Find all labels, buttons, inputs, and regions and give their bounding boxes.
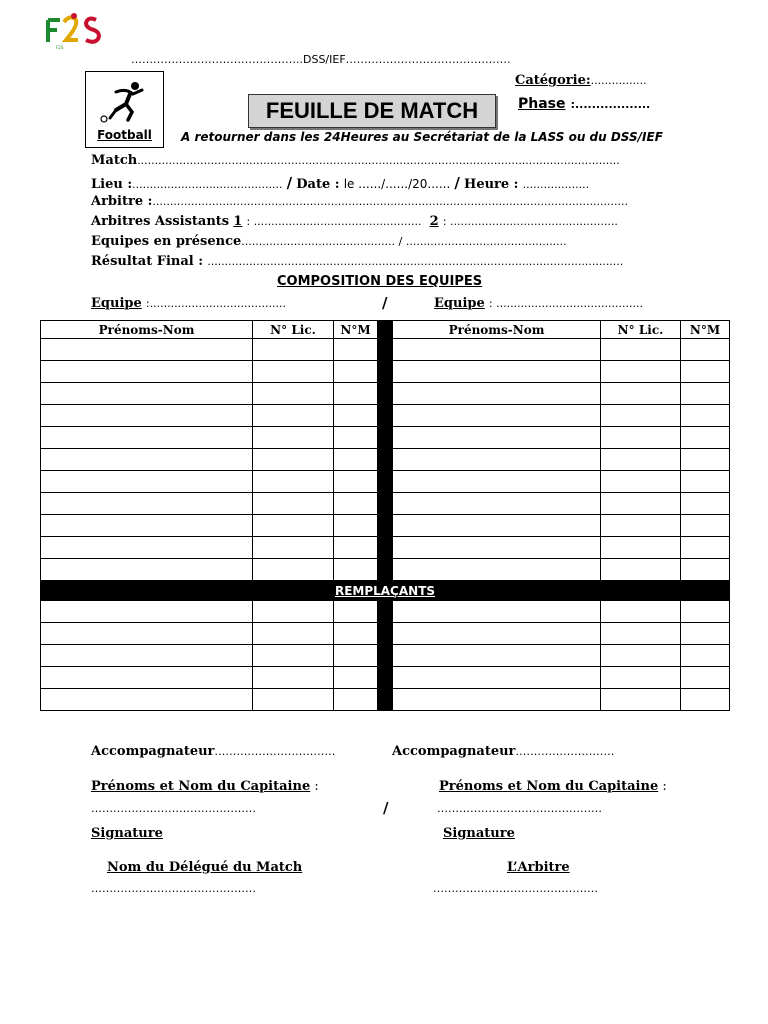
assistants-label: Arbitres Assistants [91, 214, 230, 229]
name-left-cell[interactable] [41, 667, 253, 689]
maillot-right-cell[interactable] [681, 623, 730, 645]
maillot-right-cell[interactable] [681, 383, 730, 405]
licence-left-cell[interactable] [253, 645, 334, 667]
substitute-row [41, 623, 730, 645]
name-left-cell[interactable] [41, 427, 253, 449]
maillot-right-cell[interactable] [681, 667, 730, 689]
maillot-left-cell[interactable] [334, 623, 378, 645]
separator-cell [378, 559, 393, 581]
licence-right-cell[interactable] [601, 559, 681, 581]
col-header-name-left: Prénoms-Nom [41, 321, 253, 339]
heure-separator: / [454, 174, 460, 192]
licence-right-cell[interactable] [601, 601, 681, 623]
date-label: Date : [296, 177, 340, 192]
equipe-left-dots: :....................................... [145, 297, 286, 310]
maillot-left-cell[interactable] [334, 601, 378, 623]
col-header-licence-left: N° Lic. [253, 321, 334, 339]
delegue-dots[interactable]: ……………………………………… [91, 882, 256, 895]
resultat-label: Résultat Final : [91, 254, 204, 269]
maillot-left-cell[interactable] [334, 361, 378, 383]
col-header-maillot-left: N°M [334, 321, 378, 339]
maillot-right-cell[interactable] [681, 689, 730, 711]
name-left-cell[interactable] [41, 601, 253, 623]
capitaine-separator: / [383, 799, 389, 817]
maillot-right-cell[interactable] [681, 405, 730, 427]
federation-logo [44, 10, 106, 50]
licence-left-cell[interactable] [253, 493, 334, 515]
name-left-cell[interactable] [41, 515, 253, 537]
maillot-right-cell[interactable] [681, 339, 730, 361]
name-left-cell[interactable] [41, 493, 253, 515]
licence-right-cell[interactable] [601, 383, 681, 405]
licence-right-cell[interactable] [601, 361, 681, 383]
separator-cell [378, 689, 393, 711]
name-left-cell[interactable] [41, 689, 253, 711]
name-left-cell[interactable] [41, 339, 253, 361]
name-right-cell[interactable] [393, 449, 601, 471]
licence-left-cell[interactable] [253, 689, 334, 711]
arbitre-label: Arbitre : [91, 194, 153, 209]
match-label: Match [91, 153, 138, 168]
phase-value: :.................. [570, 98, 651, 111]
assistant-2-number: 2 [429, 214, 439, 229]
licence-right-cell[interactable] [601, 689, 681, 711]
name-right-cell[interactable] [393, 515, 601, 537]
maillot-left-cell[interactable] [334, 667, 378, 689]
maillot-left-cell[interactable] [334, 537, 378, 559]
separator-cell [378, 405, 393, 427]
equipe-right-label: Equipe [434, 296, 485, 311]
licence-left-cell[interactable] [253, 339, 334, 361]
col-header-licence-right: N° Lic. [601, 321, 681, 339]
starter-row [41, 383, 730, 405]
name-right-cell[interactable] [393, 405, 601, 427]
dss-ief-line: ………………………………………..DSS/IEF……………………………………… [131, 53, 511, 66]
separator-cell [378, 493, 393, 515]
separator-cell [378, 667, 393, 689]
name-right-cell[interactable] [393, 559, 601, 581]
name-left-cell[interactable] [41, 537, 253, 559]
licence-right-cell[interactable] [601, 645, 681, 667]
signature-left-label[interactable]: Signature [91, 826, 163, 841]
separator-cell [378, 383, 393, 405]
maillot-left-cell[interactable] [334, 449, 378, 471]
equipe-left-field[interactable] [91, 296, 286, 311]
name-right-cell[interactable] [393, 493, 601, 515]
col-header-maillot-right: N°M [681, 321, 730, 339]
maillot-right-cell[interactable] [681, 449, 730, 471]
capitaine-left-colon: : [314, 779, 319, 794]
substitute-row [41, 667, 730, 689]
name-right-cell[interactable] [393, 427, 601, 449]
maillot-right-cell[interactable] [681, 645, 730, 667]
starter-row [41, 537, 730, 559]
name-left-cell[interactable] [41, 623, 253, 645]
maillot-right-cell[interactable] [681, 601, 730, 623]
accompagnateur-right-label: Accompagnateur [392, 744, 516, 759]
licence-right-cell[interactable] [601, 623, 681, 645]
football-player-icon [86, 72, 162, 128]
date-value: le ....../....../20...... [343, 177, 451, 191]
equipes-presence-field[interactable] [91, 234, 567, 249]
name-right-cell[interactable] [393, 623, 601, 645]
capitaine-left-label-row [91, 779, 319, 794]
licence-left-cell[interactable] [253, 427, 334, 449]
name-left-cell[interactable] [41, 405, 253, 427]
name-left-cell[interactable] [41, 361, 253, 383]
capitaine-left-dots[interactable]: ……………………………………… [91, 802, 256, 815]
separator-cell [378, 339, 393, 361]
arbitres-assistants-row[interactable] [91, 214, 618, 229]
substitute-row [41, 601, 730, 623]
equipe-separator: / [382, 294, 388, 312]
licence-right-cell[interactable] [601, 339, 681, 361]
categorie-value: ................ [590, 74, 647, 87]
name-right-cell[interactable] [393, 361, 601, 383]
licence-right-cell[interactable] [601, 405, 681, 427]
team-composition-table [40, 320, 730, 711]
licence-left-cell[interactable] [253, 515, 334, 537]
separator-cell [378, 361, 393, 383]
page-title: FEUILLE DE MATCH [248, 94, 496, 128]
licence-left-cell[interactable] [253, 559, 334, 581]
assistant-1-number: 1 [233, 214, 243, 229]
accompagnateur-right-field[interactable] [392, 744, 614, 759]
licence-right-cell[interactable] [601, 427, 681, 449]
maillot-left-cell[interactable] [334, 515, 378, 537]
capitaine-right-label: Prénoms et Nom du Capitaine [439, 779, 659, 794]
equipes-label: Equipes en présence [91, 234, 242, 249]
remplacants-row [41, 581, 730, 601]
starter-row [41, 427, 730, 449]
arbitre-dots: ........................................................................................................................................ [152, 195, 628, 208]
starter-row [41, 515, 730, 537]
starter-row [41, 361, 730, 383]
starter-row [41, 449, 730, 471]
separator-cell [378, 471, 393, 493]
accompagnateur-left-label: Accompagnateur [91, 744, 215, 759]
capitaine-right-label-row [439, 779, 667, 794]
maillot-right-cell[interactable] [681, 471, 730, 493]
instruction-text: A retourner dans les 24Heures au Secrétariat de la LASS ou du DSS/IEF [181, 130, 663, 144]
licence-left-cell[interactable] [253, 361, 334, 383]
capitaine-right-colon: : [662, 779, 667, 794]
match-field[interactable] [91, 153, 620, 168]
maillot-left-cell[interactable] [334, 427, 378, 449]
capitaine-left-label: Prénoms et Nom du Capitaine [91, 779, 311, 794]
maillot-right-cell[interactable] [681, 559, 730, 581]
categorie-field[interactable] [515, 69, 647, 88]
name-right-cell[interactable] [393, 339, 601, 361]
maillot-right-cell[interactable] [681, 515, 730, 537]
licence-right-cell[interactable] [601, 449, 681, 471]
licence-left-cell[interactable] [253, 471, 334, 493]
accompagnateur-left-dots: …………………………… [214, 745, 336, 758]
licence-left-cell[interactable] [253, 449, 334, 471]
lieu-dots: ........................................... [132, 178, 283, 191]
licence-left-cell[interactable] [253, 667, 334, 689]
starter-row [41, 559, 730, 581]
table-header-row [41, 321, 730, 339]
resultat-field[interactable] [91, 254, 623, 269]
name-right-cell[interactable] [393, 471, 601, 493]
lieu-label: Lieu : [91, 177, 133, 192]
equipe-right-field[interactable] [434, 296, 643, 311]
maillot-left-cell[interactable] [334, 689, 378, 711]
col-header-name-right: Prénoms-Nom [393, 321, 601, 339]
composition-title: COMPOSITION DES EQUIPES [277, 274, 483, 289]
equipe-right-dots: : .......................................... [488, 297, 643, 310]
football-emblem [85, 71, 164, 148]
licence-left-cell[interactable] [253, 601, 334, 623]
column-separator [378, 321, 393, 339]
maillot-left-cell[interactable] [334, 493, 378, 515]
licence-right-cell[interactable] [601, 667, 681, 689]
name-right-cell[interactable] [393, 667, 601, 689]
date-separator: / [286, 174, 293, 192]
separator-cell [378, 515, 393, 537]
phase-label: Phase [518, 96, 566, 112]
maillot-left-cell[interactable] [334, 405, 378, 427]
separator-cell [378, 427, 393, 449]
resultat-dots: ....................................................................................................................... [207, 255, 624, 268]
phase-field[interactable] [518, 93, 650, 112]
football-label: Football [97, 128, 152, 142]
name-right-cell[interactable] [393, 601, 601, 623]
maillot-left-cell[interactable] [334, 645, 378, 667]
separator-cell [378, 623, 393, 645]
starter-row [41, 493, 730, 515]
heure-dots: ................... [522, 178, 590, 191]
maillot-left-cell[interactable] [334, 383, 378, 405]
accompagnateur-right-dots: ……………………… [515, 745, 615, 758]
arbitre-field[interactable] [91, 194, 628, 209]
substitute-row [41, 689, 730, 711]
assistant-1-dots: : ................................................ [246, 215, 422, 228]
starter-row [41, 339, 730, 361]
accompagnateur-left-field[interactable] [91, 744, 335, 759]
delegue-label: Nom du Délégué du Match [107, 860, 303, 875]
separator-cell [378, 645, 393, 667]
licence-left-cell[interactable] [253, 537, 334, 559]
licence-right-cell[interactable] [601, 537, 681, 559]
arbitre-dots[interactable]: ……………………………………… [433, 882, 598, 895]
name-left-cell[interactable] [41, 449, 253, 471]
name-left-cell[interactable] [41, 559, 253, 581]
name-left-cell[interactable] [41, 383, 253, 405]
starter-row [41, 471, 730, 493]
licence-right-cell[interactable] [601, 515, 681, 537]
equipe-left-label: Equipe [91, 296, 142, 311]
maillot-left-cell[interactable] [334, 339, 378, 361]
maillot-right-cell[interactable] [681, 493, 730, 515]
maillot-right-cell[interactable] [681, 537, 730, 559]
separator-cell [378, 601, 393, 623]
equipes-dots: ............................................ / .............................................. [241, 235, 567, 248]
licence-right-cell[interactable] [601, 471, 681, 493]
licence-right-cell[interactable] [601, 493, 681, 515]
name-right-cell[interactable] [393, 537, 601, 559]
licence-left-cell[interactable] [253, 405, 334, 427]
licence-left-cell[interactable] [253, 383, 334, 405]
logo-text: F2S [56, 45, 64, 50]
separator-cell [378, 537, 393, 559]
name-right-cell[interactable] [393, 645, 601, 667]
maillot-left-cell[interactable] [334, 559, 378, 581]
capitaine-right-dots[interactable]: ……………………………………… [437, 802, 602, 815]
match-dots: .......................................................................................................................................... [137, 154, 620, 167]
remplacants-label: REMPLAÇANTS [41, 581, 730, 601]
separator-cell [378, 449, 393, 471]
name-right-cell[interactable] [393, 383, 601, 405]
heure-label: Heure : [464, 177, 519, 192]
maillot-right-cell[interactable] [681, 361, 730, 383]
lieu-date-heure-row[interactable] [91, 174, 589, 192]
assistant-2-dots: : ................................................ [442, 215, 618, 228]
substitute-row [41, 645, 730, 667]
name-right-cell[interactable] [393, 689, 601, 711]
name-left-cell[interactable] [41, 471, 253, 493]
signature-right-label[interactable]: Signature [443, 826, 515, 841]
starter-row [41, 405, 730, 427]
maillot-left-cell[interactable] [334, 471, 378, 493]
licence-left-cell[interactable] [253, 623, 334, 645]
arbitre-signature-label: L’Arbitre [507, 860, 570, 875]
categorie-label: Catégorie: [515, 73, 591, 88]
maillot-right-cell[interactable] [681, 427, 730, 449]
name-left-cell[interactable] [41, 645, 253, 667]
